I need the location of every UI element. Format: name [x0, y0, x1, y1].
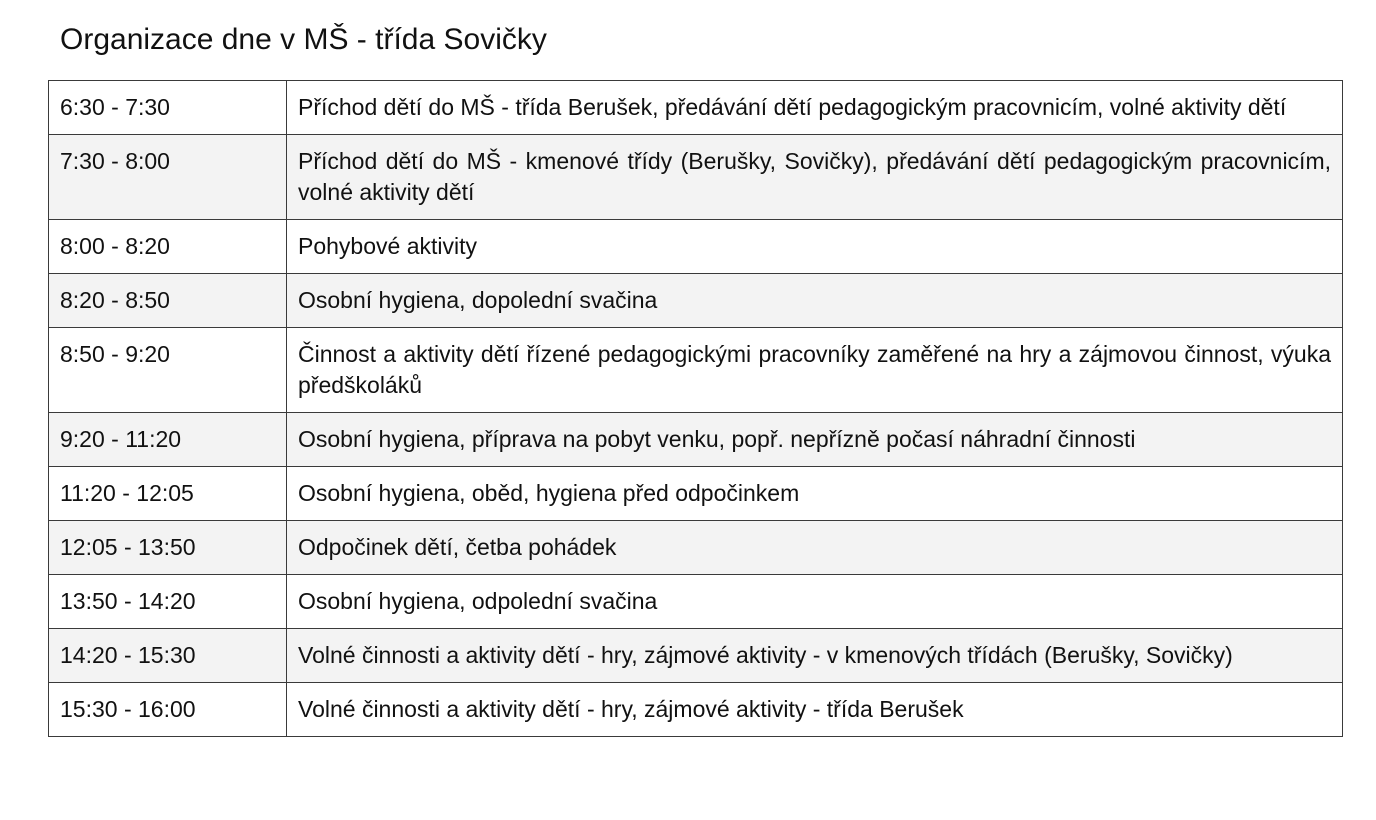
activity-cell: Činnost a aktivity dětí řízené pedagogickými pracovníky zaměřené na hry a zájmovou činnost, výuka předškoláků: [287, 328, 1343, 413]
table-row: [49, 328, 1343, 413]
activity-cell: Pohybové aktivity: [287, 220, 1343, 274]
table-row: [49, 683, 1343, 737]
schedule-table: [48, 80, 1343, 737]
table-row: [49, 81, 1343, 135]
activity-cell: Volné činnosti a aktivity dětí - hry, zájmové aktivity - třída Berušek: [287, 683, 1343, 737]
time-cell: 15:30 - 16:00: [49, 683, 287, 737]
table-row: [49, 629, 1343, 683]
table-row: [49, 274, 1343, 328]
time-cell: 8:50 - 9:20: [49, 328, 287, 413]
page-title: Organizace dne v MŠ - třída Sovičky: [60, 23, 547, 56]
activity-cell: Osobní hygiena, příprava na pobyt venku, popř. nepřízně počasí náhradní činnosti: [287, 413, 1343, 467]
activity-cell: Osobní hygiena, dopolední svačina: [287, 274, 1343, 328]
activity-cell: Odpočinek dětí, četba pohádek: [287, 521, 1343, 575]
time-cell: 14:20 - 15:30: [49, 629, 287, 683]
time-cell: 6:30 - 7:30: [49, 81, 287, 135]
time-cell: 8:00 - 8:20: [49, 220, 287, 274]
time-cell: 7:30 - 8:00: [49, 135, 287, 220]
activity-cell: Příchod dětí do MŠ - třída Berušek, předávání dětí pedagogickým pracovnicím, volné aktivity dětí: [287, 81, 1343, 135]
table-row: [49, 135, 1343, 220]
activity-cell: Příchod dětí do MŠ - kmenové třídy (Berušky, Sovičky), předávání dětí pedagogickým pracovnicím, volné aktivity dětí: [287, 135, 1343, 220]
table-row: [49, 413, 1343, 467]
table-row: [49, 467, 1343, 521]
time-cell: 9:20 - 11:20: [49, 413, 287, 467]
activity-cell: Osobní hygiena, oběd, hygiena před odpočinkem: [287, 467, 1343, 521]
activity-cell: Volné činnosti a aktivity dětí - hry, zájmové aktivity - v kmenových třídách (Berušky, Sovičky): [287, 629, 1343, 683]
time-cell: 8:20 - 8:50: [49, 274, 287, 328]
time-cell: 11:20 - 12:05: [49, 467, 287, 521]
activity-cell: Osobní hygiena, odpolední svačina: [287, 575, 1343, 629]
table-row: [49, 521, 1343, 575]
table-row: [49, 575, 1343, 629]
table-row: [49, 220, 1343, 274]
time-cell: 13:50 - 14:20: [49, 575, 287, 629]
time-cell: 12:05 - 13:50: [49, 521, 287, 575]
